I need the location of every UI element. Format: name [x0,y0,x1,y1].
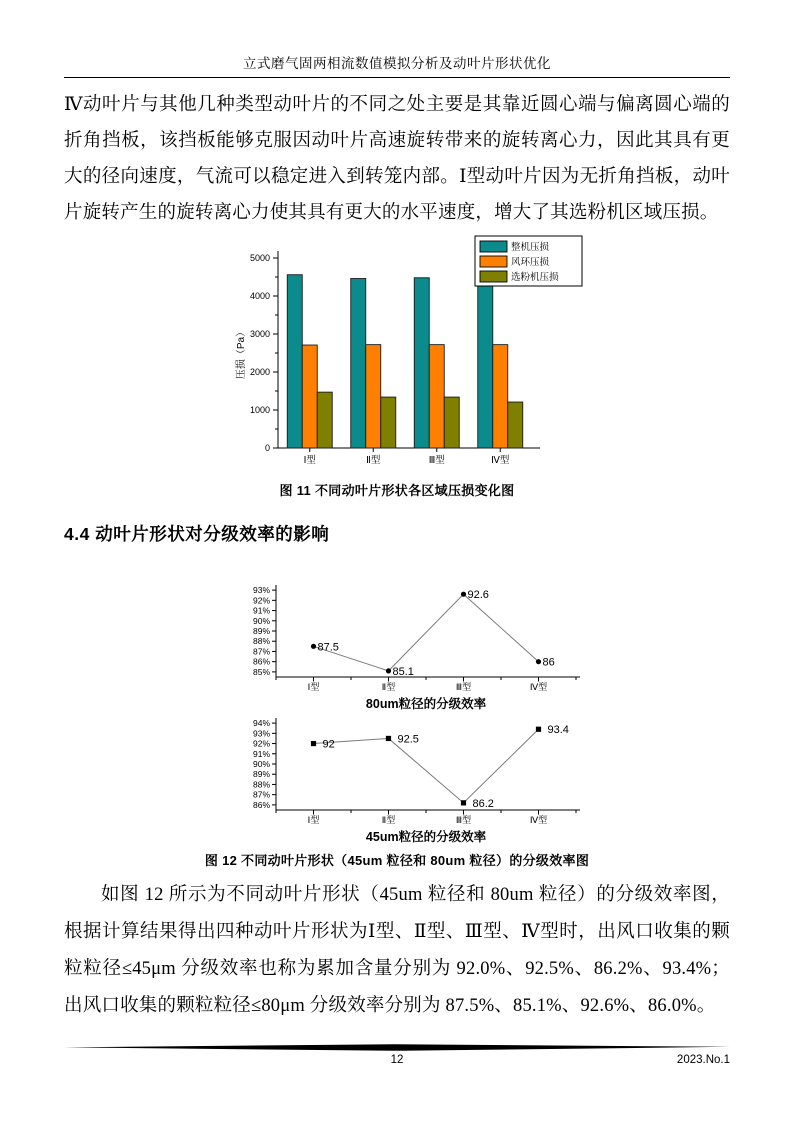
bar [351,279,366,448]
data-point [460,592,465,597]
data-point [460,800,465,805]
y-tick-label: 89% [252,769,270,780]
data-point [535,727,540,732]
data-point-label: 87.5 [317,641,339,654]
x-tick-label: Ⅲ型 [428,455,445,466]
y-tick-label: 92% [252,738,270,749]
running-header-title: 立式磨气固两相流数值模拟分析及动叶片形状优化 [243,56,551,71]
paragraph-classification-efficiency: 如图 12 所示为不同动叶片形状（45um 粒径和 80um 粒径）的分级效率图，根据计算结果得出四种动叶片形状为Ⅰ型、Ⅱ型、Ⅲ型、Ⅳ型时，出风口收集的颗粒粒径≤45μm 分级效率也称为累加含量分别为 92.0%、92.5%、86.2%、93.4%；出风口收集的颗粒粒径≤80μm 分级效率分别为 87.5%、85.1%、92.6%、86.0%。 [64,885,730,1016]
chart-title: 45um粒径的分级效率 [365,830,486,844]
y-tick-label: 90% [252,615,270,626]
x-tick-label: Ⅱ型 [381,815,395,825]
bar [414,278,429,448]
y-tick-label: 88% [252,636,270,647]
y-tick-label: 91% [252,605,270,616]
data-point [535,659,540,664]
figure12-line-chart-80um [224,579,589,712]
data-point-label: 92.5 [397,733,419,746]
x-tick-label: Ⅰ型 [307,682,319,692]
figure11-caption: 图 11 不同动叶片形状各区域压损变化图 [279,483,515,498]
y-tick-label: 87% [252,646,270,657]
data-point [310,741,315,746]
x-tick-label: Ⅰ型 [303,455,316,466]
bar [366,345,381,448]
bar [493,345,508,448]
x-tick-label: Ⅲ型 [455,815,471,825]
data-point-label: 85.1 [392,665,414,678]
y-tick-label: 2000 [249,367,270,377]
y-tick-label: 90% [252,759,270,769]
issue-label: 2023.No.1 [676,1054,730,1066]
x-tick-label: Ⅳ型 [529,682,547,692]
y-tick-label: 87% [252,789,270,800]
x-tick-label: Ⅲ型 [455,682,471,692]
figure12-caption: 图 12 不同动叶片形状（45um 粒径和 80um 粒径）的分级效率图 [204,853,590,868]
bar [302,345,317,448]
y-tick-label: 5000 [249,253,270,263]
y-tick-label: 86% [252,799,270,810]
footer-divider-shape [64,1044,730,1051]
page-header [64,0,730,78]
bar [287,275,302,448]
y-tick-label: 88% [252,779,270,790]
data-point-label: 93.4 [547,724,569,737]
legend-swatch [480,256,507,267]
figure11-bar-chart [232,234,584,477]
data-point [385,668,390,673]
bar [508,402,523,448]
data-point [310,644,315,649]
data-point-label: 92.6 [467,589,489,602]
page-footer [64,1044,730,1066]
section-heading-4-4: 4.4 动叶片形状对分级效率的影响 [64,524,330,544]
data-line [313,594,538,671]
bar [429,345,444,448]
data-point-label: 86.2 [472,797,494,810]
footer-divider [64,1044,730,1051]
data-point-label: 92 [322,738,335,751]
data-line [313,729,538,803]
data-point-label: 86 [542,656,555,669]
y-tick-label: 4000 [249,291,270,301]
y-tick-label: 85% [252,666,270,677]
bar [478,284,493,448]
y-tick-label: 3000 [249,329,270,339]
legend-label: 整机压损 [511,242,550,253]
y-tick-label: 94% [252,718,270,729]
y-tick-label: 86% [252,656,270,667]
x-tick-label: Ⅰ型 [307,815,319,825]
legend-swatch [480,241,507,252]
data-point [385,736,390,741]
bar [381,397,396,448]
figure-12 [64,579,730,869]
figure-11 [64,234,730,499]
paragraph-pressure-loss: Ⅳ动叶片与其他几种类型动叶片的不同之处主要是其靠近圆心端与偏离圆心端的折角挡板，该挡板能够克服因动叶片高速旋转带来的旋转离心力，因此其具有更大的径向速度，气流可以稳定进入到转笼内部。Ⅰ型动叶片因为无折角挡板，动叶片旋转产生的旋转离心力使其具有更大的水平速度，增大了其选粉机区域压损。 [64,95,730,223]
bar [444,397,459,448]
x-tick-label: Ⅳ型 [491,455,510,466]
legend-label: 选粉机压损 [511,272,559,283]
header-rule [64,77,730,78]
x-tick-label: Ⅱ型 [366,455,381,466]
y-tick-label: 92% [252,595,270,606]
y-tick-label: 89% [252,626,270,636]
chart-title: 80um粒径的分级效率 [365,697,486,711]
bar [317,392,332,448]
legend-label: 风环压损 [511,257,550,268]
legend-swatch [480,271,507,282]
y-tick-label: 1000 [249,405,270,415]
y-axis-title: 压损（Pa） [236,326,247,380]
y-tick-label: 91% [252,748,270,759]
y-tick-label: 93% [252,585,270,596]
y-tick-label: 93% [252,728,270,739]
x-tick-label: Ⅱ型 [381,682,395,692]
y-tick-label: 0 [264,443,270,453]
page-number: 12 [390,1054,404,1066]
figure12-line-chart-45um [224,712,589,847]
x-tick-label: Ⅳ型 [529,815,547,825]
